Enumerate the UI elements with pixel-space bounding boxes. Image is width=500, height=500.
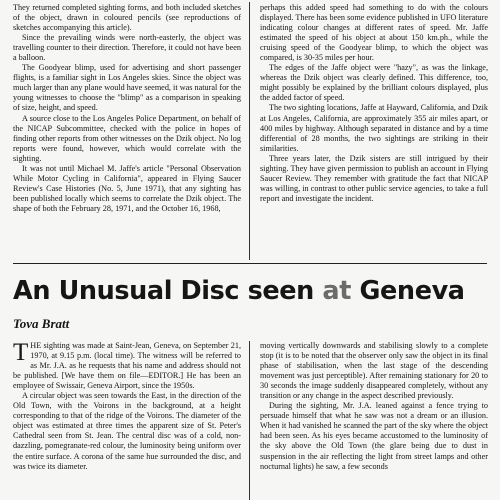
paragraph: A circular object was seen towards the East, in the direction of the Old Town, with the Voirons in the background, at a height corresponding to that of the ridge of the Voirons. The diameter of the object was estimated at three times the apparent size of St. Peter's Cathedral seen from St. Jean. The central disc was of a cold, non-dazzling, pomegranate-red colour, the luminosity being uniform over the entire surface. A corona of the same hue surrounded the disc, and was twice its diameter. <box>13 391 241 471</box>
title-part: An Unusual Disc seen <box>13 276 323 306</box>
paragraph: A source close to the Los Angeles Police Department, on behalf of the NICAP Subcommittee, checked with the police in hopes of finding other reports from other witnesses on the Dzik object. No log reports were found, however, which would correlate with the sighting. <box>13 113 241 163</box>
paragraph: Three years later, the Dzik sisters are still intrigued by their sighting. They have given permission to publish an account in Flying Saucer Review. They remember with gratitude the fact that NICAP was willing, in contrast to other public service agencies, to take a full report and investigate the incident. <box>260 153 488 203</box>
article-author: Tova Bratt <box>13 316 70 331</box>
paragraph: The edges of the Jaffe object were "hazy", as was the linkage, whereas the Dzik object was clearly defined. This difference, too, might possibly be explained by the brilliant colours displayed, plus the added factor of speed. <box>260 63 488 103</box>
paragraph: It was not until Michael M. Jaffe's article "Personal Observation While Motor Cycling in California", appeared in Flying Saucer Review's Case Histories (No. 5, June 1971), that any sighting has been published locally which seems to correlate the Dzik object. The shape of both the February 28, 1971, and the October 16, 1968, <box>13 163 241 213</box>
paragraph: Since the prevailing winds were north-easterly, the object was travelling counter to their direction. Therefore, it could not have been a balloon. <box>13 33 241 63</box>
previous-article-right-column <box>260 3 488 204</box>
paragraph: The two sighting locations, Jaffe at Hayward, California, and Dzik at Los Angeles, California, are approximately 355 air miles apart, or 400 miles by highway. Although separated in distance and by a time differential of 28 months, the two sightings are striking in their similarities. <box>260 103 488 153</box>
paragraph: moving vertically downwards and stabilising slowly to a complete stop (it is to be noted that the observer only saw the object in its final phase of stabilisation, when the last stage of the descending movement was just perceptible). After remaining stationary for 20 to 30 seconds the image suddenly disappeared completely, without any transition or any change in the aspect described previously. <box>260 341 488 401</box>
title-part: Geneva <box>351 276 465 306</box>
paragraph: perhaps this added speed had something to do with the colours displayed. There has been some evidence published in UFO literature indicating colour changes at different rates of speed. Mr. Jaffe estimated the speed of his object at about 150 km.ph., while the cruising speed of the Goodyear blimp, to which the object was compared, is 30-35 miles per hour. <box>260 3 488 63</box>
column-divider <box>249 341 250 500</box>
title-accent: at <box>322 276 352 306</box>
column-divider <box>249 2 250 260</box>
paragraph: They returned completed sighting forms, and both included sketches of the object, drawn in coloured pencils (see reproductions of sketches accompanying this article). <box>13 3 241 33</box>
opening-paragraph <box>13 341 241 391</box>
section-divider <box>13 263 487 264</box>
paragraph-text: HE sighting was made at Saint-Jean, Geneva, on September 21, 1970, at 9.15 p.m. (local time). The witness will be referred to as Mr. J.A. as he requests that his name and address should not be published. [We have them on file—EDITOR.] He has been an employee of Swissair, Geneva Airport, since the 1950s. <box>13 341 241 391</box>
paragraph: The Goodyear blimp, used for advertising and short passenger flights, is a familiar sight in Los Angeles skies. Since the object was much larger than any plane would have seemed, it was natural for the young witnesses to choose the "blimp" as a comparison in speaking of size, height, and speed. <box>13 63 241 113</box>
article-right-column <box>260 341 488 472</box>
previous-article-left-column <box>13 3 241 214</box>
article-left-column <box>13 341 241 472</box>
drop-cap: T <box>13 339 29 366</box>
article-title <box>13 276 487 306</box>
paragraph: During the sighting, Mr. J.A. leaned against a fence trying to persuade himself that what he saw was not a dream or an illusion. When it had vanished he scanned the part of the sky where the object had been seen. As his eyes became accustomed to the luminosity of the sky above the Old Town (the glare being due to dust in suspension in the air reflecting the light from street lamps and other nocturnal lights) he saw, a few seconds <box>260 401 488 471</box>
